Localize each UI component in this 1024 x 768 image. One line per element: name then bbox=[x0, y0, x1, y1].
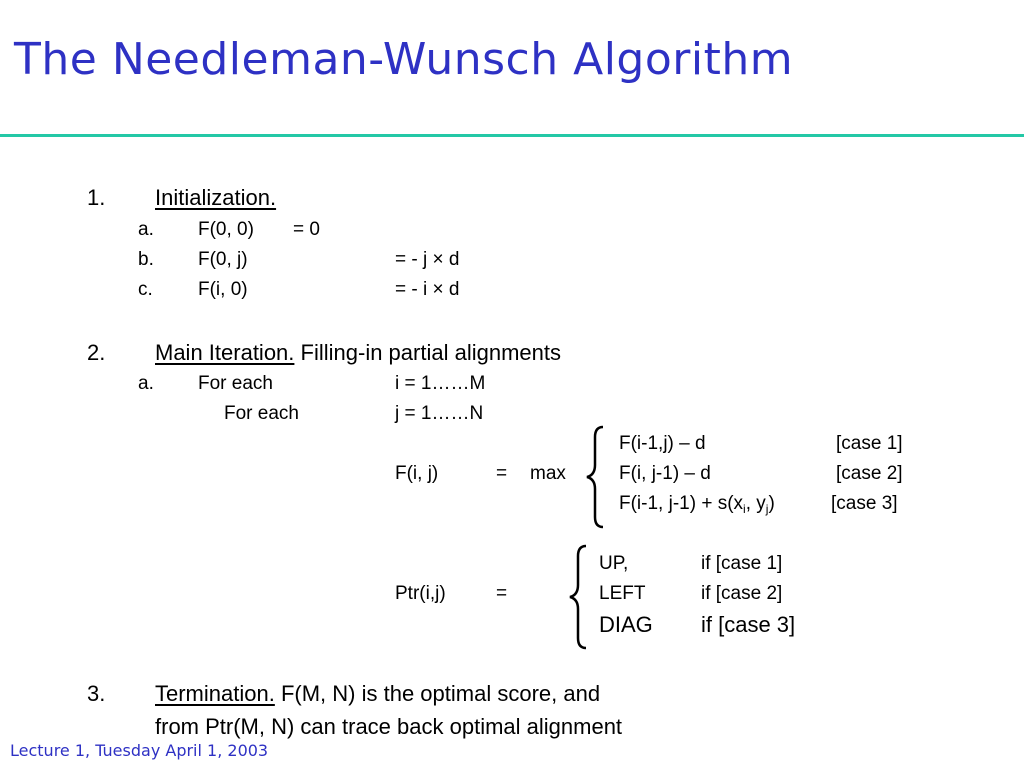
step1-item-a-letter: a. bbox=[138, 219, 154, 240]
loop-i-range: i = 1……M bbox=[395, 373, 486, 394]
step1-item-c-letter: c. bbox=[138, 279, 153, 300]
recurrence-lhs: F(i, j) bbox=[395, 463, 439, 484]
step1-item-c-lhs: F(i, 0) bbox=[198, 279, 248, 300]
case3-expr-suffix: ) bbox=[768, 493, 775, 514]
step3-line2: from Ptr(M, N) can trace back optimal alignment bbox=[155, 714, 623, 739]
step1-item-b-rhs: = - j × d bbox=[395, 249, 460, 270]
step1-item-a-rhs: = 0 bbox=[293, 219, 320, 240]
pointer-case2-cond: if [case 2] bbox=[701, 583, 783, 604]
case3-sub-i: i bbox=[743, 502, 746, 516]
pointer-case1-cond: if [case 1] bbox=[701, 553, 783, 574]
recurrence-max: max bbox=[530, 463, 566, 484]
step2-number: 2. bbox=[87, 340, 106, 365]
slide-footer: Lecture 1, Tuesday April 1, 2003 bbox=[10, 741, 269, 760]
loop-i-label: For each bbox=[198, 373, 273, 394]
case3-expr-mid: , y bbox=[745, 493, 766, 514]
loop-j-range: j = 1……N bbox=[395, 403, 484, 424]
slide-title: The Needleman-Wunsch Algorithm bbox=[14, 34, 794, 85]
step3-number: 3. bbox=[87, 681, 106, 706]
step1-item-b-letter: b. bbox=[138, 249, 154, 270]
recurrence-brace bbox=[583, 425, 607, 529]
step2-description: Filling-in partial alignments bbox=[300, 340, 561, 365]
pointer-case1-dir: UP, bbox=[599, 553, 629, 574]
recurrence-case3-expr bbox=[619, 493, 775, 516]
recurrence-case1-label: [case 1] bbox=[836, 433, 903, 454]
step2-item-letter: a. bbox=[138, 373, 154, 394]
recurrence-case3-label: [case 3] bbox=[831, 493, 898, 514]
recurrence-case2-label: [case 2] bbox=[836, 463, 903, 484]
pointer-case3-cond: if [case 3] bbox=[701, 612, 796, 637]
step1-number: 1. bbox=[87, 185, 106, 210]
recurrence-case2-expr: F(i, j-1) – d bbox=[619, 463, 711, 484]
loop-j-label: For each bbox=[224, 403, 299, 424]
step1-item-c-rhs: = - i × d bbox=[395, 279, 460, 300]
pointer-case2-dir: LEFT bbox=[599, 583, 646, 604]
pointer-brace bbox=[566, 544, 590, 650]
step2-heading-line bbox=[155, 342, 561, 364]
recurrence-case1-expr: F(i-1,j) – d bbox=[619, 433, 706, 454]
step1-item-a-lhs: F(0, 0) bbox=[198, 219, 254, 240]
step1-item-b-lhs: F(0, j) bbox=[198, 249, 248, 270]
case3-expr-prefix: F(i-1, j-1) + s(x bbox=[619, 493, 744, 514]
case3-sub-j: j bbox=[765, 502, 769, 516]
step3-line1 bbox=[155, 683, 600, 705]
recurrence-equals: = bbox=[496, 463, 508, 484]
pointer-lhs: Ptr(i,j) bbox=[395, 583, 446, 604]
title-divider bbox=[0, 134, 1024, 137]
step3-line1-text: F(M, N) is the optimal score, and bbox=[280, 681, 601, 706]
pointer-case3-dir: DIAG bbox=[599, 612, 653, 637]
step2-heading: Main Iteration. bbox=[155, 340, 295, 365]
step3-heading: Termination. bbox=[155, 681, 275, 706]
step1-heading: Initialization. bbox=[155, 185, 277, 210]
pointer-equals: = bbox=[496, 583, 508, 604]
